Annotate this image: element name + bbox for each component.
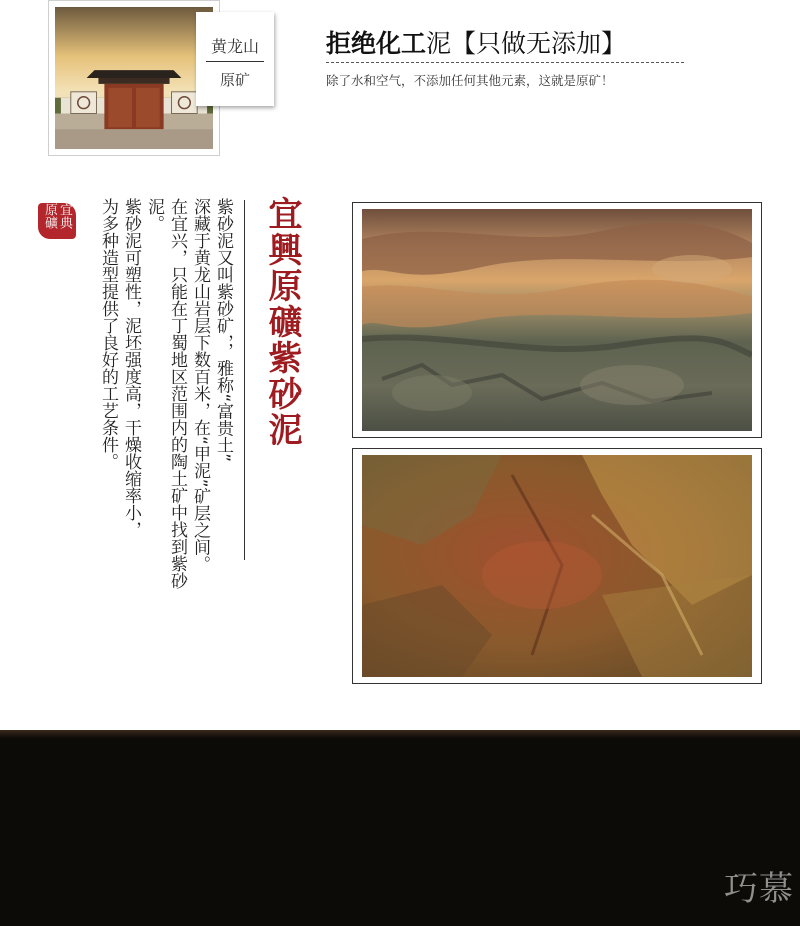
body-paragraph: 紫砂泥可塑性，泥坯强度高，干燥收缩率小， — [121, 198, 141, 538]
footer-glow — [0, 730, 800, 738]
brand-watermark: 巧慕 — [724, 869, 794, 909]
headline-rest: 泥【只做无添加】 — [426, 29, 627, 58]
body-paragraph: 为多种造型提供了良好的工艺条件。 — [98, 198, 118, 470]
body-paragraph: 紫砂泥又叫紫砂矿，，雅称“富贵土” — [213, 198, 233, 463]
mountain-gate-photo — [48, 0, 220, 156]
ore-closeup-image — [362, 455, 752, 677]
rock-strata-photo — [352, 202, 762, 438]
body-vertical-text — [96, 198, 234, 618]
gate-label-card — [196, 12, 274, 106]
body-paragraph: 深藏于黄龙山岩层下数百米，在“甲泥”矿层之间。 — [190, 198, 210, 573]
body-paragraph: 在宜兴，只能在丁蜀地区范围内的陶土矿中找到紫砂泥。 — [144, 198, 187, 589]
headline-bold: 拒绝化工 — [326, 29, 427, 58]
seal-text: 宜典原礦 — [42, 203, 72, 229]
section-title: 宜興原礦紫砂泥 — [262, 196, 302, 448]
ore-closeup-photo — [352, 448, 762, 684]
rock-strata-image — [362, 209, 752, 431]
dark-footer-band — [0, 730, 800, 926]
gate-label-name: 黄龙山 — [210, 37, 259, 56]
title-divider-line — [244, 200, 245, 560]
gate-label-sub: 原矿 — [219, 71, 250, 89]
gate-label-divider — [206, 61, 264, 62]
red-seal-stamp — [38, 203, 76, 239]
headline-subline: 除了水和空气，不添加任何其他元素，这就是原矿！ — [326, 73, 614, 88]
headline-divider — [326, 62, 684, 63]
headline — [326, 24, 626, 60]
